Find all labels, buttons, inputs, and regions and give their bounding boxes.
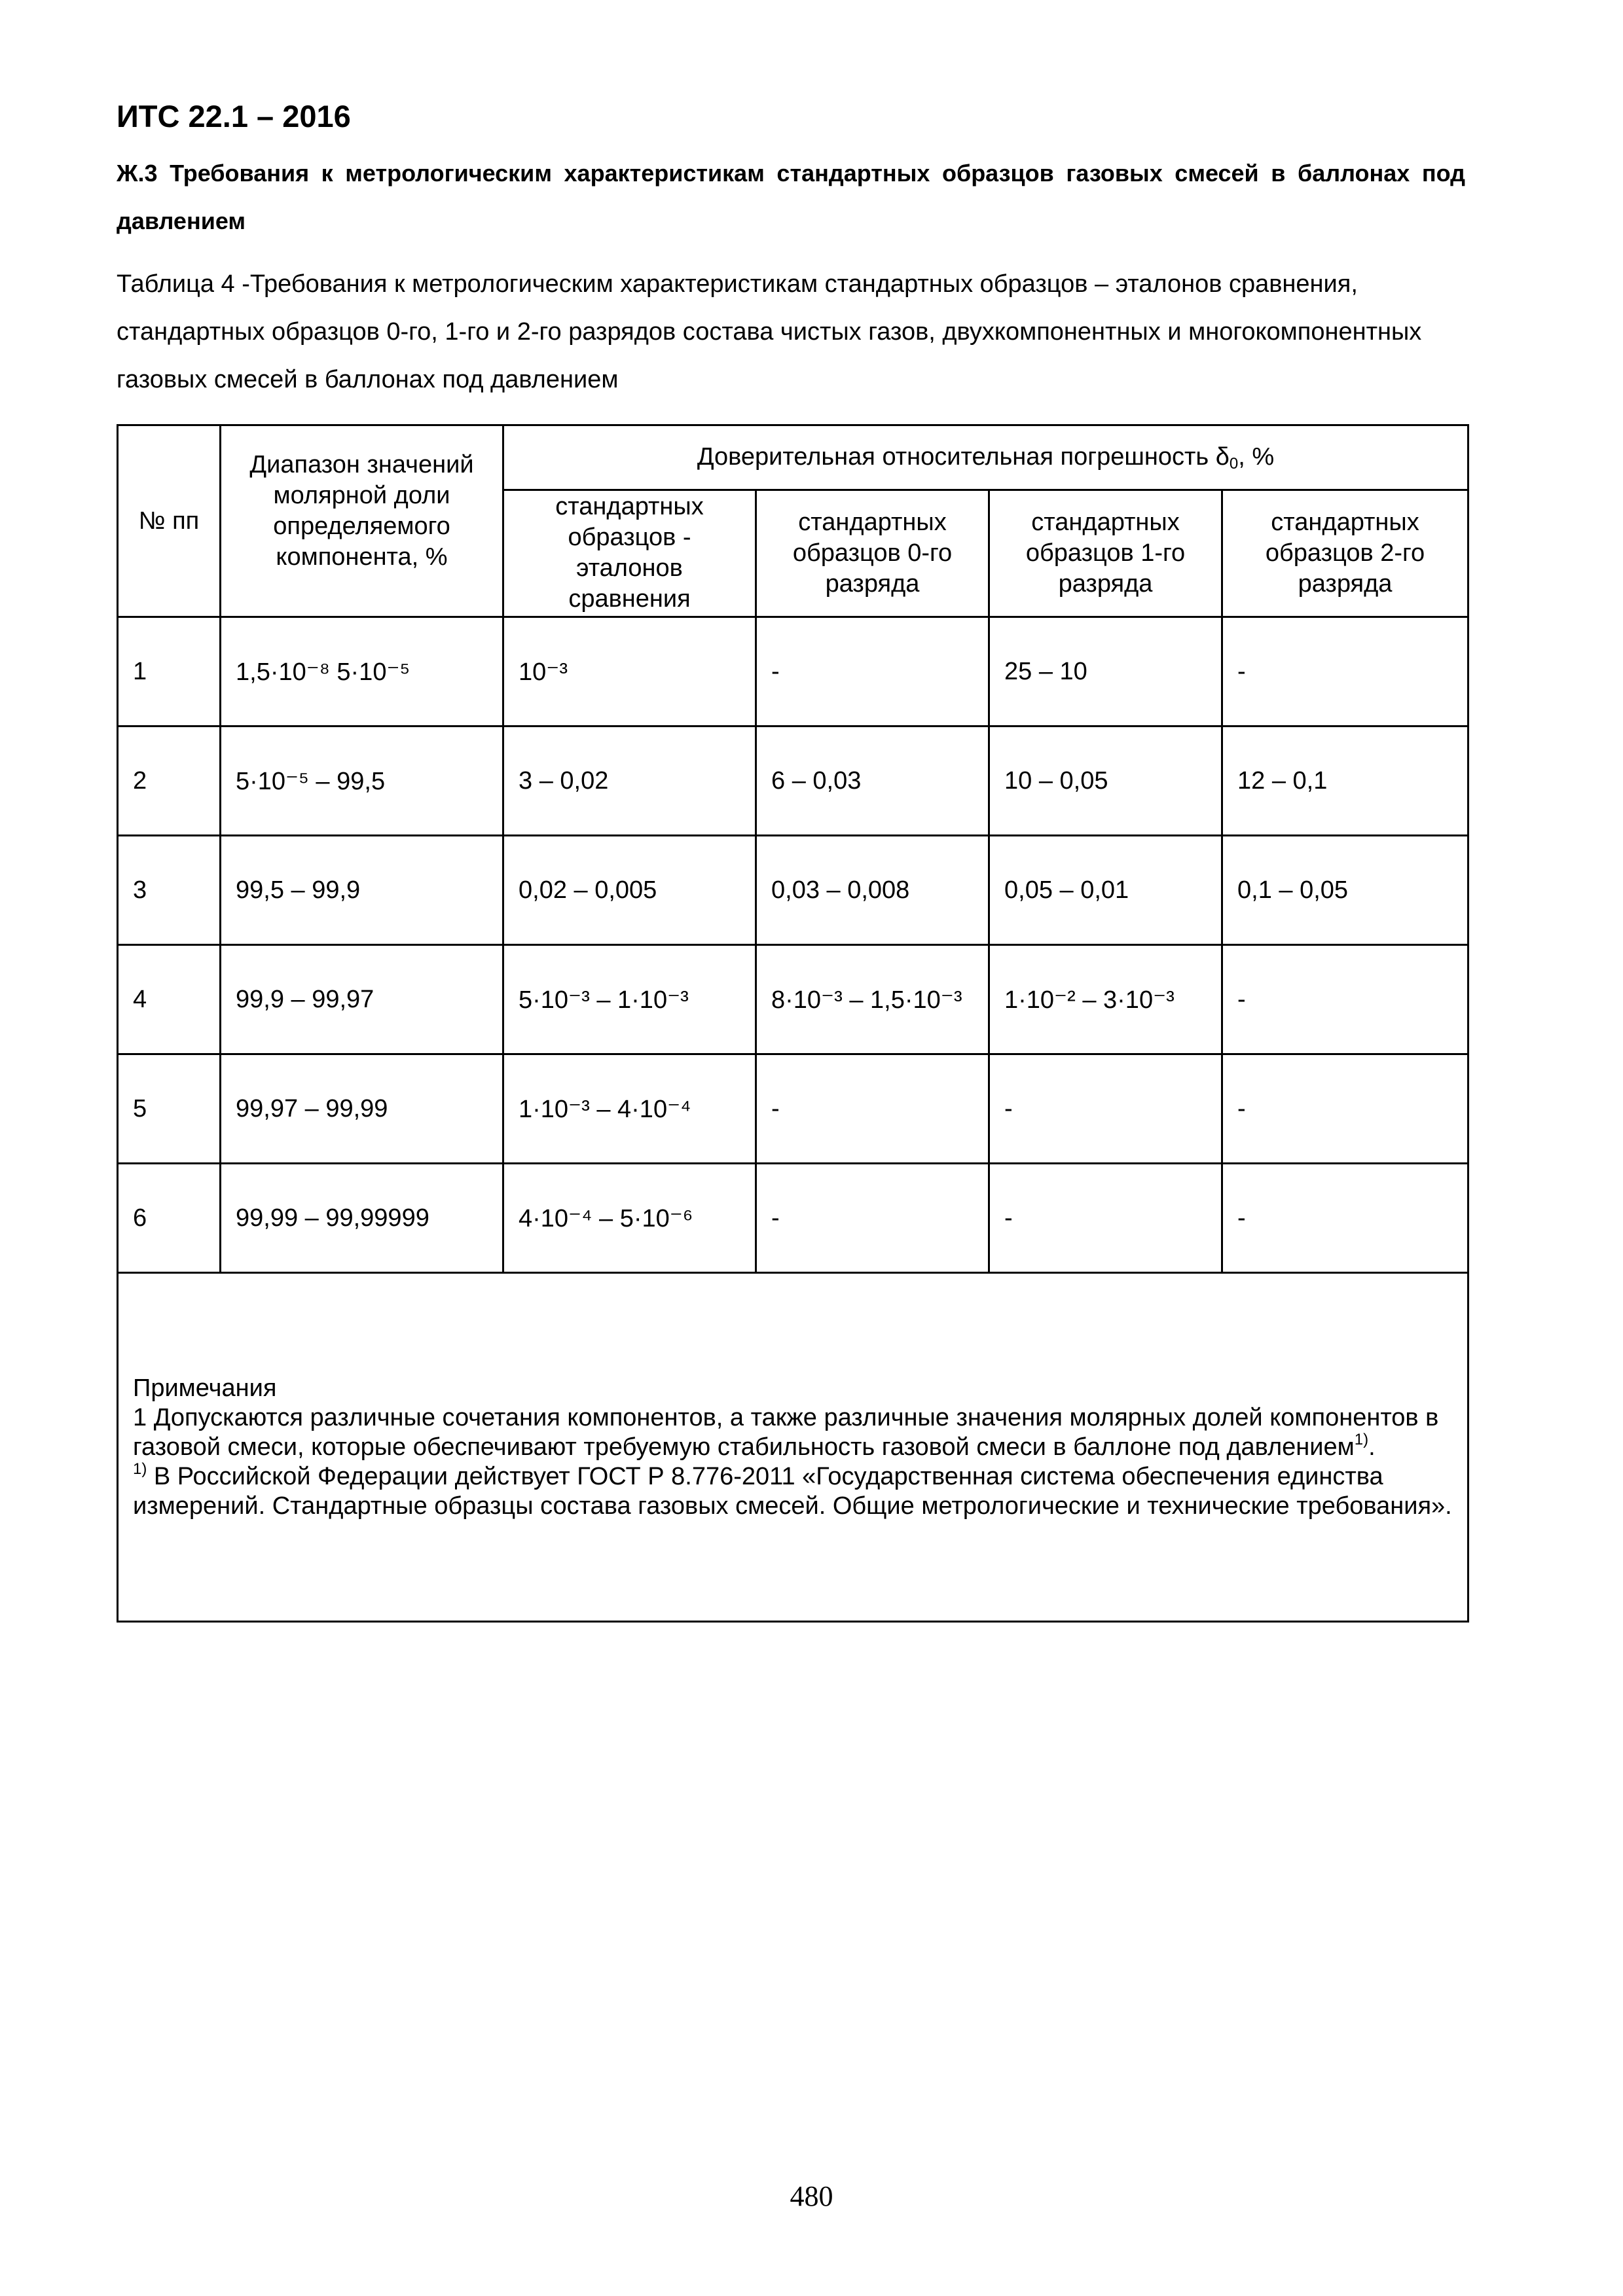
cell-class2: - [1222, 1164, 1468, 1273]
cell-reference: 10⁻³ [503, 617, 756, 726]
cell-range: 99,5 – 99,9 [221, 836, 503, 945]
cell-num: 2 [118, 726, 221, 836]
cell-class0: 0,03 – 0,008 [756, 836, 989, 945]
table-row [118, 1054, 1468, 1164]
cell-class1: - [989, 1164, 1222, 1273]
note-1-end: . [1368, 1433, 1376, 1461]
note-1-footnote-ref: 1) [1354, 1430, 1369, 1448]
document-code: ИТС 22.1 – 2016 [117, 99, 351, 134]
footnote [133, 1462, 1453, 1521]
table-row [118, 945, 1468, 1054]
table-header-row [118, 425, 1468, 490]
cell-num: 6 [118, 1164, 221, 1273]
header-number: № пп [118, 425, 221, 617]
header-class2: стандартных образцов 2-го разряда [1222, 490, 1468, 617]
table-caption: Таблица 4 -Требования к метрологическим характеристикам стандартных образцов – эталонов сравнения, стандартных образцов 0-го, 1-го и 2-го разрядов состава чистых газов, двухкомпонентных и многокомпонентных газовых смесей в баллонах под давлением [117, 270, 1422, 393]
cell-class2: 0,1 – 0,05 [1222, 836, 1468, 945]
cell-class0: - [756, 617, 989, 726]
cell-class1: 25 – 10 [989, 617, 1222, 726]
cell-reference: 4·10⁻⁴ – 5·10⁻⁶ [503, 1164, 756, 1273]
cell-class0: - [756, 1164, 989, 1273]
cell-reference: 0,02 – 0,005 [503, 836, 756, 945]
cell-num: 4 [118, 945, 221, 1054]
cell-class0: 8·10⁻³ – 1,5·10⁻³ [756, 945, 989, 1054]
header-class0: стандартных образцов 0-го разряда [756, 490, 989, 617]
footnote-text: В Российской Федерации действует ГОСТ Р 8.776-2011 «Государственная система обеспечения единства измерений. Стандартные образцы состава газовых смесей. Общие метрологические и технические требования». [133, 1462, 1452, 1520]
header-reference: стандартных образцов - эталонов сравнения [503, 490, 756, 617]
table-row [118, 836, 1468, 945]
cell-range: 99,9 – 99,97 [221, 945, 503, 1054]
cell-class0: 6 – 0,03 [756, 726, 989, 836]
table-row [118, 1164, 1468, 1273]
cell-class2: - [1222, 1054, 1468, 1164]
note-1 [133, 1403, 1453, 1462]
cell-range: 5·10⁻⁵ – 99,5 [221, 726, 503, 836]
cell-num: 3 [118, 836, 221, 945]
cell-reference: 5·10⁻³ – 1·10⁻³ [503, 945, 756, 1054]
header-error-group [503, 425, 1468, 490]
header-error-group-subscript: 0 [1229, 455, 1239, 473]
requirements-table [117, 424, 1469, 1623]
footnote-mark: 1) [133, 1460, 147, 1478]
cell-class0: - [756, 1054, 989, 1164]
table-row [118, 726, 1468, 836]
section-heading: Ж.3 Требования к метрологическим характеристикам стандартных образцов газовых смесей в баллонах под давлением [117, 160, 1465, 234]
cell-num: 5 [118, 1054, 221, 1164]
notes-row [118, 1273, 1468, 1622]
header-range: Диапазон значений молярной доли определяемого компонента, % [221, 425, 503, 617]
cell-class2: - [1222, 617, 1468, 726]
note-1-text: 1 Допускаются различные сочетания компонентов, а также различные значения молярных долей компонентов в газовой смеси, которые обеспечивают требуемую стабильность газовой смеси в баллоне под давлением [133, 1403, 1439, 1461]
cell-range: 99,99 – 99,99999 [221, 1164, 503, 1273]
notes-title: Примечания [133, 1374, 277, 1402]
cell-class1: 0,05 – 0,01 [989, 836, 1222, 945]
header-error-group-text: Доверительная относительная погрешность δ [697, 443, 1230, 471]
cell-reference: 1·10⁻³ – 4·10⁻⁴ [503, 1054, 756, 1164]
header-class1: стандартных образцов 1-го разряда [989, 490, 1222, 617]
cell-range: 99,97 – 99,99 [221, 1054, 503, 1164]
table-row [118, 617, 1468, 726]
header-error-group-unit: , % [1238, 443, 1275, 471]
page-number: 480 [790, 2180, 833, 2212]
cell-reference: 3 – 0,02 [503, 726, 756, 836]
cell-class1: - [989, 1054, 1222, 1164]
cell-class1: 10 – 0,05 [989, 726, 1222, 836]
cell-class2: - [1222, 945, 1468, 1054]
cell-class2: 12 – 0,1 [1222, 726, 1468, 836]
cell-class1: 1·10⁻² – 3·10⁻³ [989, 945, 1222, 1054]
cell-range: 1,5·10⁻⁸ 5·10⁻⁵ [221, 617, 503, 726]
cell-num: 1 [118, 617, 221, 726]
notes-cell [118, 1273, 1468, 1622]
